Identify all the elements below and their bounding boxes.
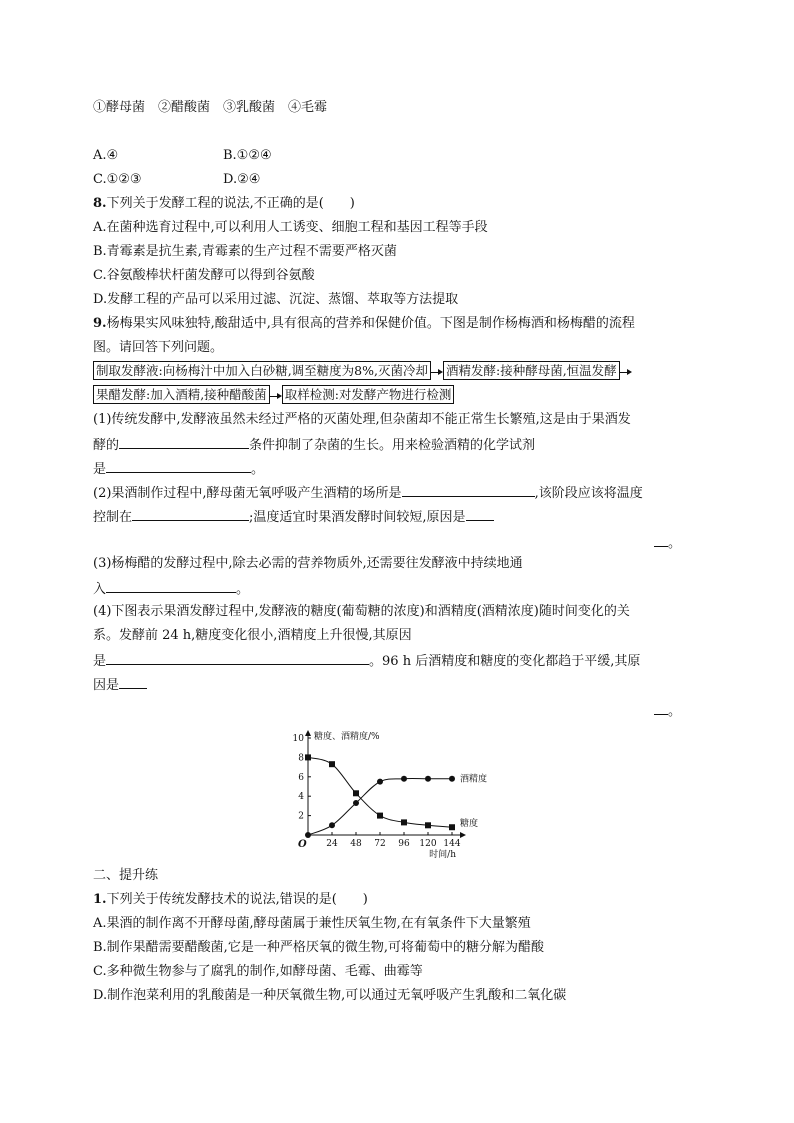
q8-stem [93,195,355,213]
data-point-sugar [329,761,335,767]
answer-blank[interactable] [654,533,668,547]
q9-part2-line-1 [93,483,643,503]
flow-box-alcohol-fermentation: 酒精发酵:接种酵母菌,恒温发酵 [443,361,620,380]
q7-option-d[interactable]: D.②④ [223,172,261,187]
data-point-sugar [353,790,359,796]
data-point-sugar [425,822,431,828]
series-label-sugar: 糖度 [460,819,479,830]
q9-number: 9. [93,316,107,331]
flow-box-vinegar-fermentation: 果醋发酵:加入酒精,接种醋酸菌 [93,385,270,404]
q9-part1-text: 是 [93,462,107,477]
q8-number: 8. [93,196,107,211]
q9-part4-text: 。96 h 后酒精度和糖度的变化都趋于平缓,其原 [369,654,641,669]
q9-part4-line-2: 系。发酵前 24 h,糖度变化很小,酒精度上升很慢,其原因 [93,628,412,643]
x-tick-label: 24 [326,839,338,849]
q9-part2-text: (2)果酒制作过程中,酵母菌无氧呼吸产生酒精的场所是 [93,486,402,501]
q9-stem-line-1 [93,315,635,333]
q9-part1-text: 条件抑制了杂菌的生长。用来检验酒精的化学试剂 [249,438,536,453]
q9-part4-text: 。 [668,704,682,719]
q8-stem-text: 下列关于发酵工程的说法,不正确的是( ) [106,196,355,211]
y-tick-label: 6 [298,772,304,783]
data-point-alcohol [305,832,311,838]
x-tick-label: 96 [398,839,410,849]
q9-part3-line-1: (3)杨梅醋的发酵过程中,除去必需的营养物质外,还需要往发酵液中持续地通 [93,556,523,571]
section2-title: 二、提升练 [93,868,159,883]
answer-blank[interactable] [119,435,249,449]
series-label-alcohol: 酒精度 [460,774,488,785]
q7-option-a[interactable]: A.④ [93,148,119,163]
flowchart-row-1 [93,361,632,380]
q7-options-line: ①酵母菌 ②醋酸菌 ③乳酸菌 ④毛霉 [93,100,328,115]
x-tick-label: 120 [419,839,437,849]
data-point-alcohol [329,822,335,828]
q9-part4-text: 是 [93,654,107,669]
x-axis-label: 时间/h [429,850,456,860]
s2-q1-number: 1. [93,892,107,907]
flow-arrow-icon [620,367,632,377]
q9-part3-text: 入 [93,582,107,597]
answer-blank[interactable] [132,507,249,521]
s2-q1-option-d[interactable]: D.制作泡菜利用的乳酸菌是一种厌氧微生物,可以通过无氧呼吸产生乳酸和二氧化碳 [93,988,567,1003]
answer-blank[interactable] [106,651,369,665]
q9-part2-line-3 [654,533,681,553]
q9-part2-text: ,该阶段应该将温度 [534,486,643,501]
q8-option-c[interactable]: C.谷氨酸棒状杆菌发酵可以得到谷氨酸 [93,268,315,283]
y-tick-label: 8 [298,753,304,764]
data-point-alcohol [377,779,383,785]
q9-part2-text: ;温度适宜时果酒发酵时间较短,原因是 [249,510,466,525]
q9-part4-line-5 [654,701,681,721]
s2-q1-option-c[interactable]: C.多种微生物参与了腐乳的制作,如酵母菌、毛霉、曲霉等 [93,964,423,979]
data-point-alcohol [353,800,359,806]
q9-part3-text: 。 [236,582,250,597]
s2-q1-option-b[interactable]: B.制作果醋需要醋酸菌,它是一种严格厌氧的微生物,可将葡萄中的糖分解为醋酸 [93,940,544,955]
q9-part3-line-2 [93,579,249,599]
answer-blank[interactable] [106,459,251,473]
flow-box-sampling-test: 取样检测:对发酵产物进行检测 [282,385,455,404]
answer-blank[interactable] [654,701,668,715]
s2-q1-stem [93,891,368,909]
flowchart-row-2 [93,385,454,404]
q9-part2-text: 控制在 [93,510,133,525]
y-axis-label: 糖度、酒精度/% [314,732,380,742]
q7-option-b[interactable]: B.①②④ [223,148,272,163]
q9-part1-line-3 [93,459,264,479]
data-point-sugar [377,813,383,819]
q9-part1-text: 酵的 [93,438,120,453]
data-point-alcohol [425,776,431,782]
q9-part4-line-1: (4)下图表示果酒发酵过程中,发酵液的糖度(葡萄糖的浓度)和酒精度(酒精浓度)随时间变化的关 [93,604,630,619]
q9-stem-line-2: 图。请回答下列问题。 [93,340,224,355]
q9-part4-line-4 [93,675,147,695]
q9-part2-line-2 [93,507,494,527]
q9-part2-text: 。 [668,536,682,551]
origin-label: O [298,839,307,850]
q9-part4-line-3 [93,651,640,671]
q7-choices-row-1 [93,147,272,165]
y-tick-label: 10 [292,734,304,744]
answer-blank[interactable] [466,507,494,521]
flow-box-prepare-liquid: 制取发酵液:向杨梅汁中加入白砂糖,调至糖度为8%,灭菌冷却 [93,361,431,380]
answer-blank[interactable] [402,483,535,497]
answer-blank[interactable] [119,675,147,689]
data-point-sugar [401,819,407,825]
x-tick-label: 144 [443,839,461,849]
x-axis-arrow-icon [460,832,466,838]
data-point-sugar [449,824,455,830]
q9-part1-line-1: (1)传统发酵中,发酵液虽然未经过严格的灭菌处理,但杂菌却不能正常生长繁殖,这是由于果酒发 [93,412,631,427]
y-tick-label: 2 [298,811,304,822]
y-axis-arrow-icon [305,730,311,736]
q9-part1-line-2 [93,435,535,455]
q9-stem-text: 杨梅果实风味独特,酸甜适中,具有很高的营养和保健价值。下图是制作杨梅酒和杨梅醋的流程 [106,316,635,331]
q7-choices-row-2 [93,171,260,189]
sugar-alcohol-chart [285,722,525,862]
answer-blank[interactable] [106,579,236,593]
flow-arrow-icon [431,367,443,377]
q9-part4-text: 因是 [93,678,120,693]
q7-option-c[interactable]: C.①②③ [93,172,142,187]
x-tick-label: 48 [350,839,362,849]
s2-q1-stem-text: 下列关于传统发酵技术的说法,错误的是( ) [106,892,368,907]
flow-arrow-icon [270,391,282,401]
q8-option-d[interactable]: D.发酵工程的产品可以采用过滤、沉淀、蒸馏、萃取等方法提取 [93,292,459,307]
y-tick-label: 4 [298,792,304,803]
s2-q1-option-a[interactable]: A.果酒的制作离不开酵母菌,酵母菌属于兼性厌氧生物,在有氧条件下大量繁殖 [93,916,531,931]
x-tick-label: 72 [374,839,386,849]
data-point-sugar [305,754,311,760]
q9-part1-text: 。 [251,462,265,477]
data-point-alcohol [401,776,407,782]
q8-option-b[interactable]: B.青霉素是抗生素,青霉素的生产过程不需要严格灭菌 [93,244,397,259]
data-point-alcohol [449,776,455,782]
q8-option-a[interactable]: A.在菌种选育过程中,可以利用人工诱变、细胞工程和基因工程等手段 [93,220,488,235]
